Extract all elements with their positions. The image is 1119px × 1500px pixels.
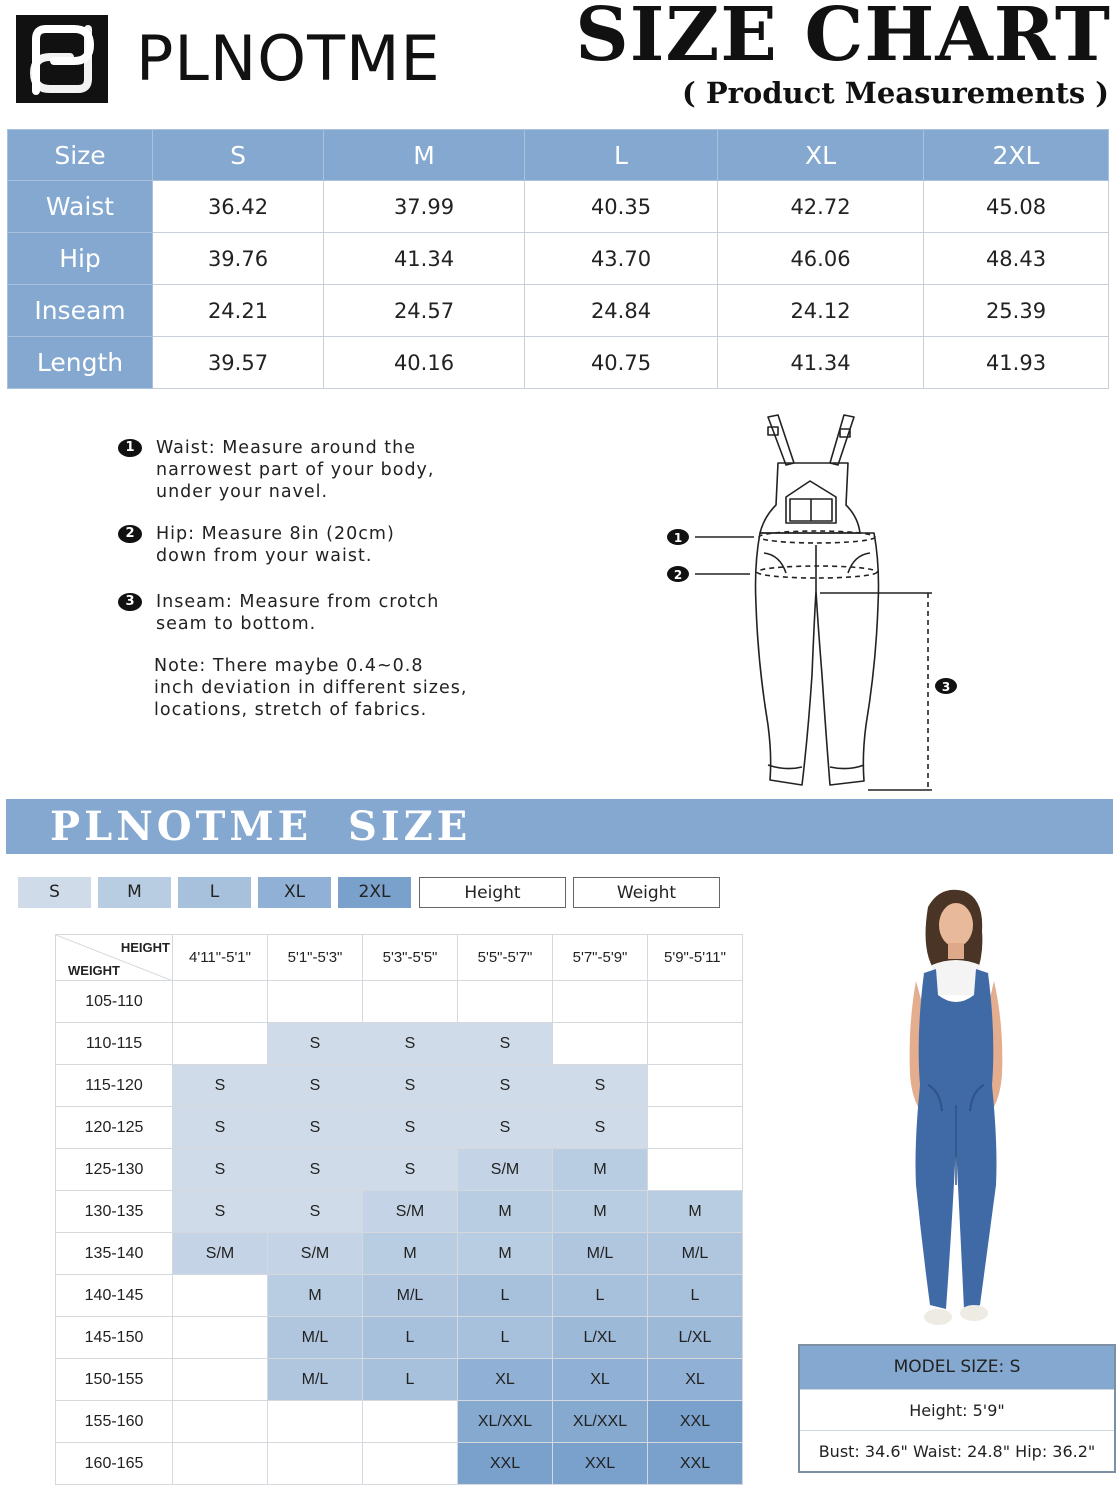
table-cell: 24.21 (153, 285, 324, 337)
size-cell: XL (648, 1359, 743, 1401)
col-header: 2XL (924, 130, 1109, 181)
note-line: locations, stretch of fabrics. (154, 700, 428, 720)
model-height: Height: 5'9" (800, 1389, 1114, 1430)
size-cell: S (173, 1149, 268, 1191)
col-header: L (525, 130, 718, 181)
page-subtitle: ( Product Measurements ) (682, 76, 1109, 110)
note-line: inch deviation in different sizes, (154, 678, 468, 698)
size-cell: L (458, 1317, 553, 1359)
height-header: 5'5"-5'7" (458, 935, 553, 981)
weight-label: 155-160 (56, 1401, 173, 1443)
size-cell (648, 1065, 743, 1107)
diagram-marker-3 (935, 678, 957, 694)
size-cell (458, 981, 553, 1023)
table-cell: 42.72 (718, 181, 924, 233)
table-cell: 36.42 (153, 181, 324, 233)
svg-text:3: 3 (941, 680, 951, 694)
size-cell: XL (553, 1359, 648, 1401)
size-cell (173, 1275, 268, 1317)
size-cell: XL (458, 1359, 553, 1401)
height-header: 5'3"-5'5" (363, 935, 458, 981)
size-cell: XXL (458, 1443, 553, 1485)
size-grid-table (55, 934, 743, 1485)
weight-label: 110-115 (56, 1023, 173, 1065)
instruction-line: under your navel. (156, 482, 329, 502)
size-cell: S (363, 1149, 458, 1191)
table-cell: 24.84 (525, 285, 718, 337)
marker-1-icon: 1 (118, 439, 142, 457)
band-title: PLNOTME SIZE (50, 803, 472, 850)
size-cell: M (458, 1191, 553, 1233)
size-cell: L/XL (648, 1317, 743, 1359)
model-size-box (798, 1344, 1116, 1473)
measurement-table (7, 129, 1109, 389)
size-cell: M (553, 1191, 648, 1233)
legend-height: Height (419, 877, 566, 908)
size-cell: S/M (363, 1191, 458, 1233)
size-cell (173, 1359, 268, 1401)
size-cell: M (363, 1233, 458, 1275)
brand-logo (16, 15, 108, 103)
table-cell: 40.75 (525, 337, 718, 389)
table-cell: 24.12 (718, 285, 924, 337)
instruction-hip (118, 523, 395, 567)
row-label: Length (8, 337, 153, 389)
height-header: 5'9"-5'11" (648, 935, 743, 981)
model-measurements: Bust: 34.6" Waist: 24.8" Hip: 36.2" (800, 1430, 1114, 1471)
size-cell: S (458, 1107, 553, 1149)
size-cell: S/M (458, 1149, 553, 1191)
overall-diagram (660, 405, 960, 800)
measurement-row-length (8, 337, 1109, 389)
size-cell (648, 1149, 743, 1191)
table-cell: 40.16 (324, 337, 525, 389)
size-cell (268, 1443, 363, 1485)
table-cell: 45.08 (924, 181, 1109, 233)
table-row (56, 1149, 743, 1191)
weight-label: 160-165 (56, 1443, 173, 1485)
size-cell: L (553, 1275, 648, 1317)
size-cell (173, 1443, 268, 1485)
size-cell: L (648, 1275, 743, 1317)
instruction-line: Waist: Measure around the (156, 438, 416, 458)
model-photo (880, 885, 1030, 1345)
size-cell: S (458, 1065, 553, 1107)
size-cell (173, 1401, 268, 1443)
height-header: 5'1"-5'3" (268, 935, 363, 981)
size-cell: S (363, 1023, 458, 1065)
logo-mark-icon (16, 15, 108, 103)
size-cell (648, 1023, 743, 1065)
grid-corner (56, 935, 173, 981)
table-row (56, 981, 743, 1023)
table-row (56, 1023, 743, 1065)
table-row (56, 1275, 743, 1317)
size-cell: S (268, 1107, 363, 1149)
svg-text:1: 1 (673, 531, 683, 545)
corner-height-label: HEIGHT (120, 940, 170, 955)
size-cell: XL/XXL (553, 1401, 648, 1443)
col-header: M (324, 130, 525, 181)
instruction-line: narrowest part of your body, (156, 460, 435, 480)
table-row (56, 1443, 743, 1485)
instruction-line: seam to bottom. (156, 614, 317, 634)
size-cell: S (173, 1065, 268, 1107)
note-line: Note: There maybe 0.4~0.8 (154, 656, 424, 676)
weight-label: 115-120 (56, 1065, 173, 1107)
legend-l: L (178, 877, 251, 908)
table-cell: 25.39 (924, 285, 1109, 337)
size-cell (363, 1401, 458, 1443)
size-cell: S (173, 1107, 268, 1149)
weight-label: 130-135 (56, 1191, 173, 1233)
size-note (118, 655, 467, 721)
weight-label: 140-145 (56, 1275, 173, 1317)
row-label: Waist (8, 181, 153, 233)
size-cell: M (648, 1191, 743, 1233)
svg-text:2: 2 (673, 568, 683, 582)
size-cell: L (458, 1275, 553, 1317)
legend-m: M (98, 877, 171, 908)
measurement-row-hip (8, 233, 1109, 285)
table-cell: 37.99 (324, 181, 525, 233)
size-cell (553, 981, 648, 1023)
measurement-row-waist (8, 181, 1109, 233)
table-row (56, 1191, 743, 1233)
instruction-inseam (118, 591, 439, 635)
size-cell (173, 1023, 268, 1065)
height-header: 4'11"-5'1" (173, 935, 268, 981)
corner-weight-label: WEIGHT (68, 963, 120, 978)
size-cell: S/M (173, 1233, 268, 1275)
size-cell: S (268, 1149, 363, 1191)
instruction-line: Inseam: Measure from crotch (156, 592, 440, 612)
table-cell: 41.34 (324, 233, 525, 285)
table-row (56, 1401, 743, 1443)
instruction-waist (118, 437, 434, 503)
size-cell: L/XL (553, 1317, 648, 1359)
legend-2xl: 2XL (338, 877, 411, 908)
size-cell: M/L (268, 1359, 363, 1401)
size-cell (268, 1401, 363, 1443)
marker-2-icon: 2 (118, 525, 142, 543)
weight-label: 120-125 (56, 1107, 173, 1149)
legend-xl: XL (258, 877, 331, 908)
size-cell (173, 1317, 268, 1359)
table-cell: 41.93 (924, 337, 1109, 389)
grid-header-row (56, 935, 743, 981)
size-cell (173, 981, 268, 1023)
size-cell: S/M (268, 1233, 363, 1275)
weight-label: 105-110 (56, 981, 173, 1023)
model-size-title: MODEL SIZE: S (800, 1346, 1114, 1389)
col-header: Size (8, 130, 153, 181)
size-cell (268, 981, 363, 1023)
page-title: SIZE CHART (575, 0, 1111, 78)
size-cell: M/L (268, 1317, 363, 1359)
table-cell: 41.34 (718, 337, 924, 389)
instruction-line: Hip: Measure 8in (20cm) (156, 524, 395, 544)
size-cell: S (363, 1065, 458, 1107)
size-cell: XXL (648, 1401, 743, 1443)
col-header: S (153, 130, 324, 181)
table-cell: 48.43 (924, 233, 1109, 285)
table-row (56, 1359, 743, 1401)
size-cell: S (458, 1023, 553, 1065)
size-cell: S (268, 1065, 363, 1107)
size-band (6, 799, 1113, 854)
table-cell: 46.06 (718, 233, 924, 285)
table-row (56, 1317, 743, 1359)
size-cell: XXL (553, 1443, 648, 1485)
weight-label: 125-130 (56, 1149, 173, 1191)
size-cell: L (363, 1359, 458, 1401)
size-cell: S (268, 1191, 363, 1233)
size-cell: XXL (648, 1443, 743, 1485)
table-cell: 43.70 (525, 233, 718, 285)
table-cell: 39.57 (153, 337, 324, 389)
size-cell: M/L (363, 1275, 458, 1317)
measurement-row-inseam (8, 285, 1109, 337)
size-cell: S (363, 1107, 458, 1149)
row-label: Hip (8, 233, 153, 285)
size-cell (363, 1443, 458, 1485)
legend-s: S (18, 877, 91, 908)
grid-body (56, 981, 743, 1485)
weight-label: 135-140 (56, 1233, 173, 1275)
height-header: 5'7"-5'9" (553, 935, 648, 981)
size-cell: M (268, 1275, 363, 1317)
brand-name: PLNOTME (136, 22, 441, 95)
col-header: XL (718, 130, 924, 181)
size-cell: M (458, 1233, 553, 1275)
size-cell: L (363, 1317, 458, 1359)
size-cell: S (553, 1107, 648, 1149)
size-cell (363, 981, 458, 1023)
table-row (56, 1065, 743, 1107)
size-cell: M/L (553, 1233, 648, 1275)
size-cell (648, 981, 743, 1023)
diagram-marker-1 (667, 529, 689, 545)
table-row (56, 1107, 743, 1149)
table-cell: 40.35 (525, 181, 718, 233)
weight-label: 150-155 (56, 1359, 173, 1401)
measurement-header-row (8, 130, 1109, 181)
size-cell: M/L (648, 1233, 743, 1275)
table-row (56, 1233, 743, 1275)
marker-3-icon: 3 (118, 593, 142, 611)
size-cell (553, 1023, 648, 1065)
size-cell: S (173, 1191, 268, 1233)
size-cell: XL/XXL (458, 1401, 553, 1443)
weight-label: 145-150 (56, 1317, 173, 1359)
instruction-line: down from your waist. (156, 546, 373, 566)
legend-weight: Weight (573, 877, 720, 908)
table-cell: 24.57 (324, 285, 525, 337)
table-cell: 39.76 (153, 233, 324, 285)
size-cell: S (268, 1023, 363, 1065)
size-cell: M (553, 1149, 648, 1191)
size-cell (648, 1107, 743, 1149)
diagram-marker-2 (667, 566, 689, 582)
row-label: Inseam (8, 285, 153, 337)
size-cell: S (553, 1065, 648, 1107)
